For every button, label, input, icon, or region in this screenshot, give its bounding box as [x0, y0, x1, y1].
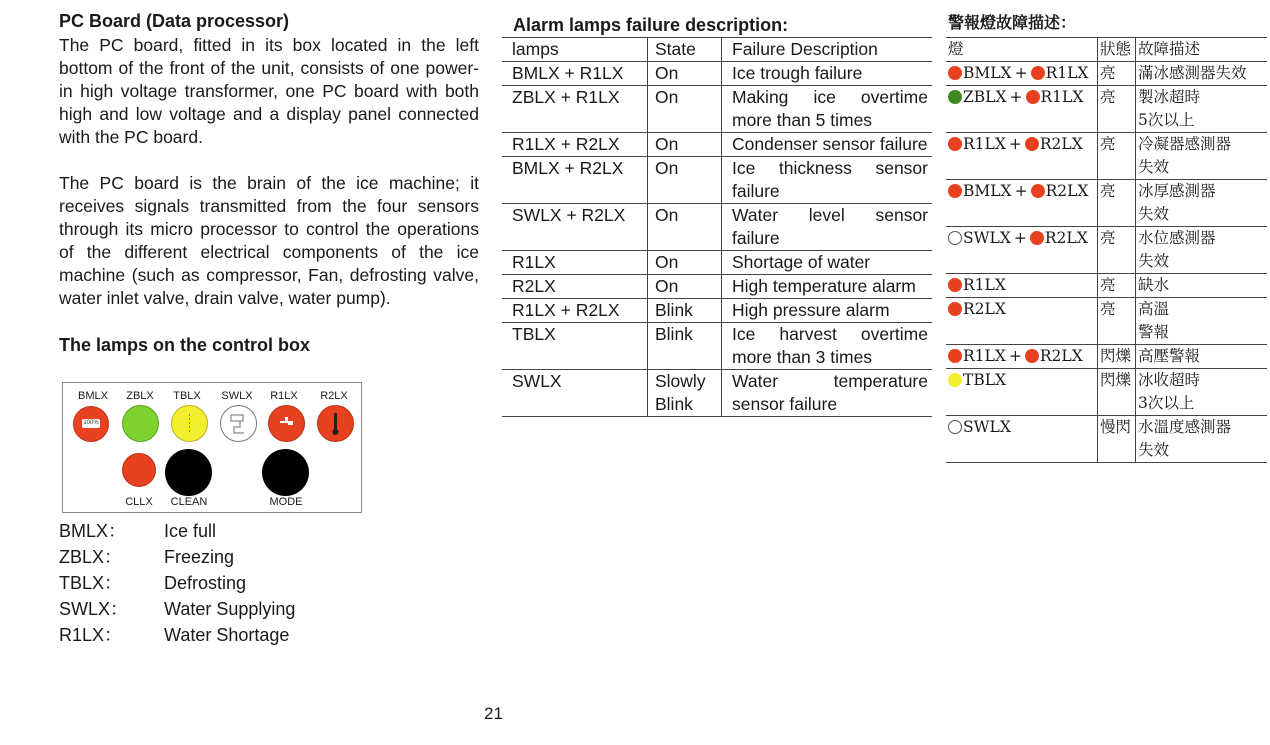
zh-description-cell	[1136, 274, 1268, 298]
plus-sign: +	[1014, 182, 1028, 200]
zh-state-cell: 亮	[1098, 274, 1136, 298]
zh-alarm-table	[946, 37, 1267, 463]
zh-description-line: 水溫度感測器	[1138, 418, 1232, 436]
description-cell: Water level sensor failure	[722, 204, 933, 251]
lamps-cell: TBLX	[502, 323, 648, 370]
lamp-label-tblx: TBLX	[173, 390, 201, 402]
r1lx-lamp	[268, 405, 305, 442]
lamps-cell: BMLX + R1LX	[502, 62, 648, 86]
zh-description-line: 高溫	[1138, 300, 1170, 318]
water-supply-icon	[220, 405, 257, 442]
legend-row	[59, 518, 295, 544]
table-row	[502, 299, 932, 323]
zh-table-row	[946, 133, 1267, 180]
zh-description-cell	[1136, 62, 1268, 86]
description-cell: Water temperature sensor failure	[722, 370, 933, 417]
zh-state-cell: 亮	[1098, 86, 1136, 133]
legend-code: TBLX：	[59, 573, 123, 593]
legend-code: ZBLX：	[59, 547, 123, 567]
lamps-cell: R2LX	[502, 275, 648, 299]
lamp-dot-icon	[948, 349, 962, 363]
state-cell: Blink	[648, 299, 722, 323]
zh-description-cell	[1136, 298, 1268, 345]
zh-lamps-cell	[946, 298, 1098, 345]
lamp-name: R2LX	[1039, 347, 1083, 365]
pc-board-heading: PC Board (Data processor)	[59, 11, 290, 31]
lamp-name: R2LX	[1039, 135, 1083, 153]
zh-lamps-cell	[946, 227, 1098, 274]
state-cell: Blink	[648, 323, 722, 370]
defrost-icon	[171, 405, 208, 442]
zh-description-line: 水位感測器	[1138, 229, 1216, 247]
state-cell: On	[648, 86, 722, 133]
lamp-label-r2lx: R2LX	[320, 390, 348, 402]
zh-description-line: 3次以上	[1138, 394, 1195, 412]
description-cell: Shortage of water	[722, 251, 933, 275]
table-row	[502, 133, 932, 157]
legend-code: BMLX：	[59, 521, 127, 541]
lamp-name: R1LX	[1040, 88, 1084, 106]
table-row	[502, 370, 932, 417]
zh-description-cell	[1136, 86, 1268, 133]
lamp-name: R1LX	[963, 135, 1006, 153]
cllx-lamp	[122, 453, 156, 487]
zh-table-header	[946, 38, 1267, 62]
lamps-cell: ZBLX + R1LX	[502, 86, 648, 133]
legend-desc: Ice full	[164, 521, 217, 541]
lamp-label-cllx: CLLX	[125, 496, 153, 508]
zh-state-cell: 閃爍	[1098, 345, 1136, 369]
zh-table-row	[946, 227, 1267, 274]
zh-table-row	[946, 298, 1267, 345]
lamp-label-zblx: ZBLX	[126, 390, 154, 402]
lamps-cell: SWLX	[502, 370, 648, 417]
zblx-lamp	[122, 405, 159, 442]
zh-lamps-cell	[946, 86, 1098, 133]
zh-lamps-cell	[946, 416, 1098, 463]
clean-button	[165, 449, 212, 496]
lamp-label-mode: MODE	[269, 496, 303, 508]
plus-sign: +	[1008, 135, 1022, 153]
state-cell: On	[648, 251, 722, 275]
zh-table-row	[946, 274, 1267, 298]
zh-lamps-cell	[946, 180, 1098, 227]
control-box-lamp-panel	[62, 382, 362, 513]
tblx-lamp	[171, 405, 208, 442]
lamp-label-swlx: SWLX	[221, 390, 253, 402]
zh-lamps-cell	[946, 369, 1098, 416]
lamp-name: R1LX	[963, 276, 1006, 294]
lamp-dot-icon	[948, 137, 962, 151]
description-cell: Ice thickness sensor failure	[722, 157, 933, 204]
table-row	[502, 251, 932, 275]
state-cell: Slowly Blink	[648, 370, 722, 417]
legend-row	[59, 596, 295, 622]
lamp-name: TBLX	[963, 371, 1007, 389]
lamp-label-r1lx: R1LX	[270, 390, 298, 402]
state-cell: On	[648, 133, 722, 157]
zh-description-cell	[1136, 133, 1268, 180]
lamp-dot-icon	[948, 420, 962, 434]
zh-lamps-cell	[946, 133, 1098, 180]
lamp-dot-icon	[948, 373, 962, 387]
zh-table-row	[946, 345, 1267, 369]
mode-button	[262, 449, 309, 496]
zh-lamps-cell	[946, 274, 1098, 298]
zh-description-line: 冷凝器感測器	[1138, 135, 1232, 153]
zh-table-row	[946, 369, 1267, 416]
plus-sign: +	[1013, 229, 1027, 247]
lamp-dot-icon	[1031, 66, 1045, 80]
zh-description-line: 失效	[1138, 205, 1170, 223]
lamp-dot-icon	[948, 66, 962, 80]
zh-description-cell	[1136, 416, 1268, 463]
state-cell: On	[648, 157, 722, 204]
lamps-cell: R1LX + R2LX	[502, 133, 648, 157]
swlx-lamp	[220, 405, 257, 442]
table-row	[502, 62, 932, 86]
lamp-dot-icon	[948, 90, 962, 104]
zh-description-cell	[1136, 369, 1268, 416]
zh-state-cell: 亮	[1098, 133, 1136, 180]
plus-sign: +	[1008, 347, 1022, 365]
lamp-dot-icon	[1025, 349, 1039, 363]
zh-table-row	[946, 62, 1267, 86]
table-row	[502, 86, 932, 133]
lamp-dot-icon	[1031, 184, 1045, 198]
table-row	[502, 157, 932, 204]
pc-board-paragraph-2: The PC board is the brain of the ice machine; it receives signals transmitted from the four sensors through its micro processor to control the operations of the different electrical components of the ice machine (such as compressor, Fan, defrosting valve, water inlet valve, drain valve, water pump).	[59, 173, 479, 308]
zh-state-cell: 亮	[1098, 62, 1136, 86]
state-cell: On	[648, 204, 722, 251]
lamps-heading: The lamps on the control box	[59, 335, 311, 355]
state-cell: On	[648, 62, 722, 86]
zh-description-line: 失效	[1138, 441, 1170, 459]
lamp-label-bmlx: BMLX	[78, 390, 108, 402]
zh-header-cell: 狀態	[1098, 38, 1136, 62]
alarm-table	[502, 37, 932, 417]
lamp-dot-icon	[948, 184, 962, 198]
legend-code: SWLX：	[59, 599, 129, 619]
state-cell: On	[648, 275, 722, 299]
legend-row	[59, 544, 295, 570]
faucet-icon	[268, 405, 305, 442]
thermometer-icon	[317, 405, 354, 442]
header-cell: State	[648, 38, 722, 62]
description-cell: High pressure alarm	[722, 299, 933, 323]
zh-description-cell	[1136, 227, 1268, 274]
header-cell: Failure Description	[722, 38, 933, 62]
alarm-table-title: Alarm lamps failure description:	[513, 15, 789, 35]
description-cell: Condenser sensor failure	[722, 133, 933, 157]
zh-description-line: 警報	[1138, 323, 1170, 341]
zh-description-line: 失效	[1138, 252, 1170, 270]
plus-sign: +	[1009, 88, 1023, 106]
lamp-dot-icon	[1025, 137, 1039, 151]
legend-code: R1LX：	[59, 625, 123, 645]
description-cell: High temperature alarm	[722, 275, 933, 299]
zh-lamps-cell	[946, 62, 1098, 86]
description-cell: Ice trough failure	[722, 62, 933, 86]
zh-state-cell: 閃爍	[1098, 369, 1136, 416]
lamps-cell: R1LX	[502, 251, 648, 275]
zh-description-line: 失效	[1138, 158, 1170, 176]
legend-row	[59, 622, 295, 648]
lamp-dot-icon	[1026, 90, 1040, 104]
lamp-name: R2LX	[1045, 182, 1089, 200]
zh-table-row	[946, 86, 1267, 133]
table-row	[502, 323, 932, 370]
description-cell: Making ice overtime more than 5 times	[722, 86, 933, 133]
lamp-name: ZBLX	[963, 88, 1007, 106]
lamp-name: R1LX	[963, 347, 1006, 365]
alarm-table-header	[502, 38, 932, 62]
plus-sign: +	[1014, 64, 1028, 82]
lamp-dot-icon	[948, 231, 962, 245]
description-cell: Ice harvest overtime more than 3 times	[722, 323, 933, 370]
lamp-name: BMLX	[963, 64, 1012, 82]
lamps-cell: R1LX + R2LX	[502, 299, 648, 323]
table-row	[502, 275, 932, 299]
zh-description-line: 製冰超時	[1138, 88, 1201, 106]
lamp-name: SWLX	[963, 229, 1011, 247]
zh-state-cell: 亮	[1098, 180, 1136, 227]
lamp-name: R2LX	[1044, 229, 1088, 247]
zh-lamps-cell	[946, 345, 1098, 369]
zh-header-cell: 燈	[946, 38, 1098, 62]
lamp-dot-icon	[948, 278, 962, 292]
legend-desc: Freezing	[164, 547, 235, 567]
legend-desc: Water Shortage	[164, 625, 290, 645]
lamp-dot-icon	[948, 302, 962, 316]
zh-description-line: 冰收超時	[1138, 371, 1201, 389]
lamp-name: R2LX	[963, 300, 1006, 318]
legend-row	[59, 570, 295, 596]
zh-header-cell: 故障描述	[1136, 38, 1268, 62]
lamp-name: R1LX	[1045, 64, 1089, 82]
zh-description-line: 缺水	[1138, 276, 1170, 294]
zh-state-cell: 慢閃	[1098, 416, 1136, 463]
zh-table-row	[946, 416, 1267, 463]
header-cell: lamps	[502, 38, 648, 62]
zh-table-title: 警報燈故障描述：	[948, 13, 1077, 32]
table-row	[502, 204, 932, 251]
left-column	[59, 10, 479, 356]
lamps-cell: SWLX + R2LX	[502, 204, 648, 251]
ice-full-badge-icon: 100%	[83, 420, 99, 426]
lamp-name: BMLX	[963, 182, 1012, 200]
legend-desc: Water Supplying	[164, 599, 296, 619]
lamps-cell: BMLX + R2LX	[502, 157, 648, 204]
zh-description-cell	[1136, 180, 1268, 227]
pc-board-paragraph-1: The PC board, fitted in its box located in the left bottom of the front of the unit, consists of one power-in high voltage transformer, one PC board with both high and low voltage and a display panel connected with the PC board.	[59, 35, 479, 147]
page-number: 21	[484, 704, 503, 723]
bmlx-lamp	[73, 406, 109, 442]
zh-description-line: 冰厚感測器	[1138, 182, 1216, 200]
zh-description-line: 高壓警報	[1138, 347, 1201, 365]
zh-state-cell: 亮	[1098, 298, 1136, 345]
lamp-name: SWLX	[963, 418, 1011, 436]
zh-state-cell: 亮	[1098, 227, 1136, 274]
zh-description-line: 滿冰感測器失效	[1138, 64, 1247, 82]
lamp-legend	[59, 518, 295, 648]
lamp-label-clean: CLEAN	[170, 496, 208, 508]
r2lx-lamp	[317, 405, 354, 442]
zh-table-row	[946, 180, 1267, 227]
zh-description-line: 5次以上	[1138, 111, 1195, 129]
legend-desc: Defrosting	[164, 573, 247, 593]
zh-description-cell	[1136, 345, 1268, 369]
lamp-dot-icon	[1030, 231, 1044, 245]
